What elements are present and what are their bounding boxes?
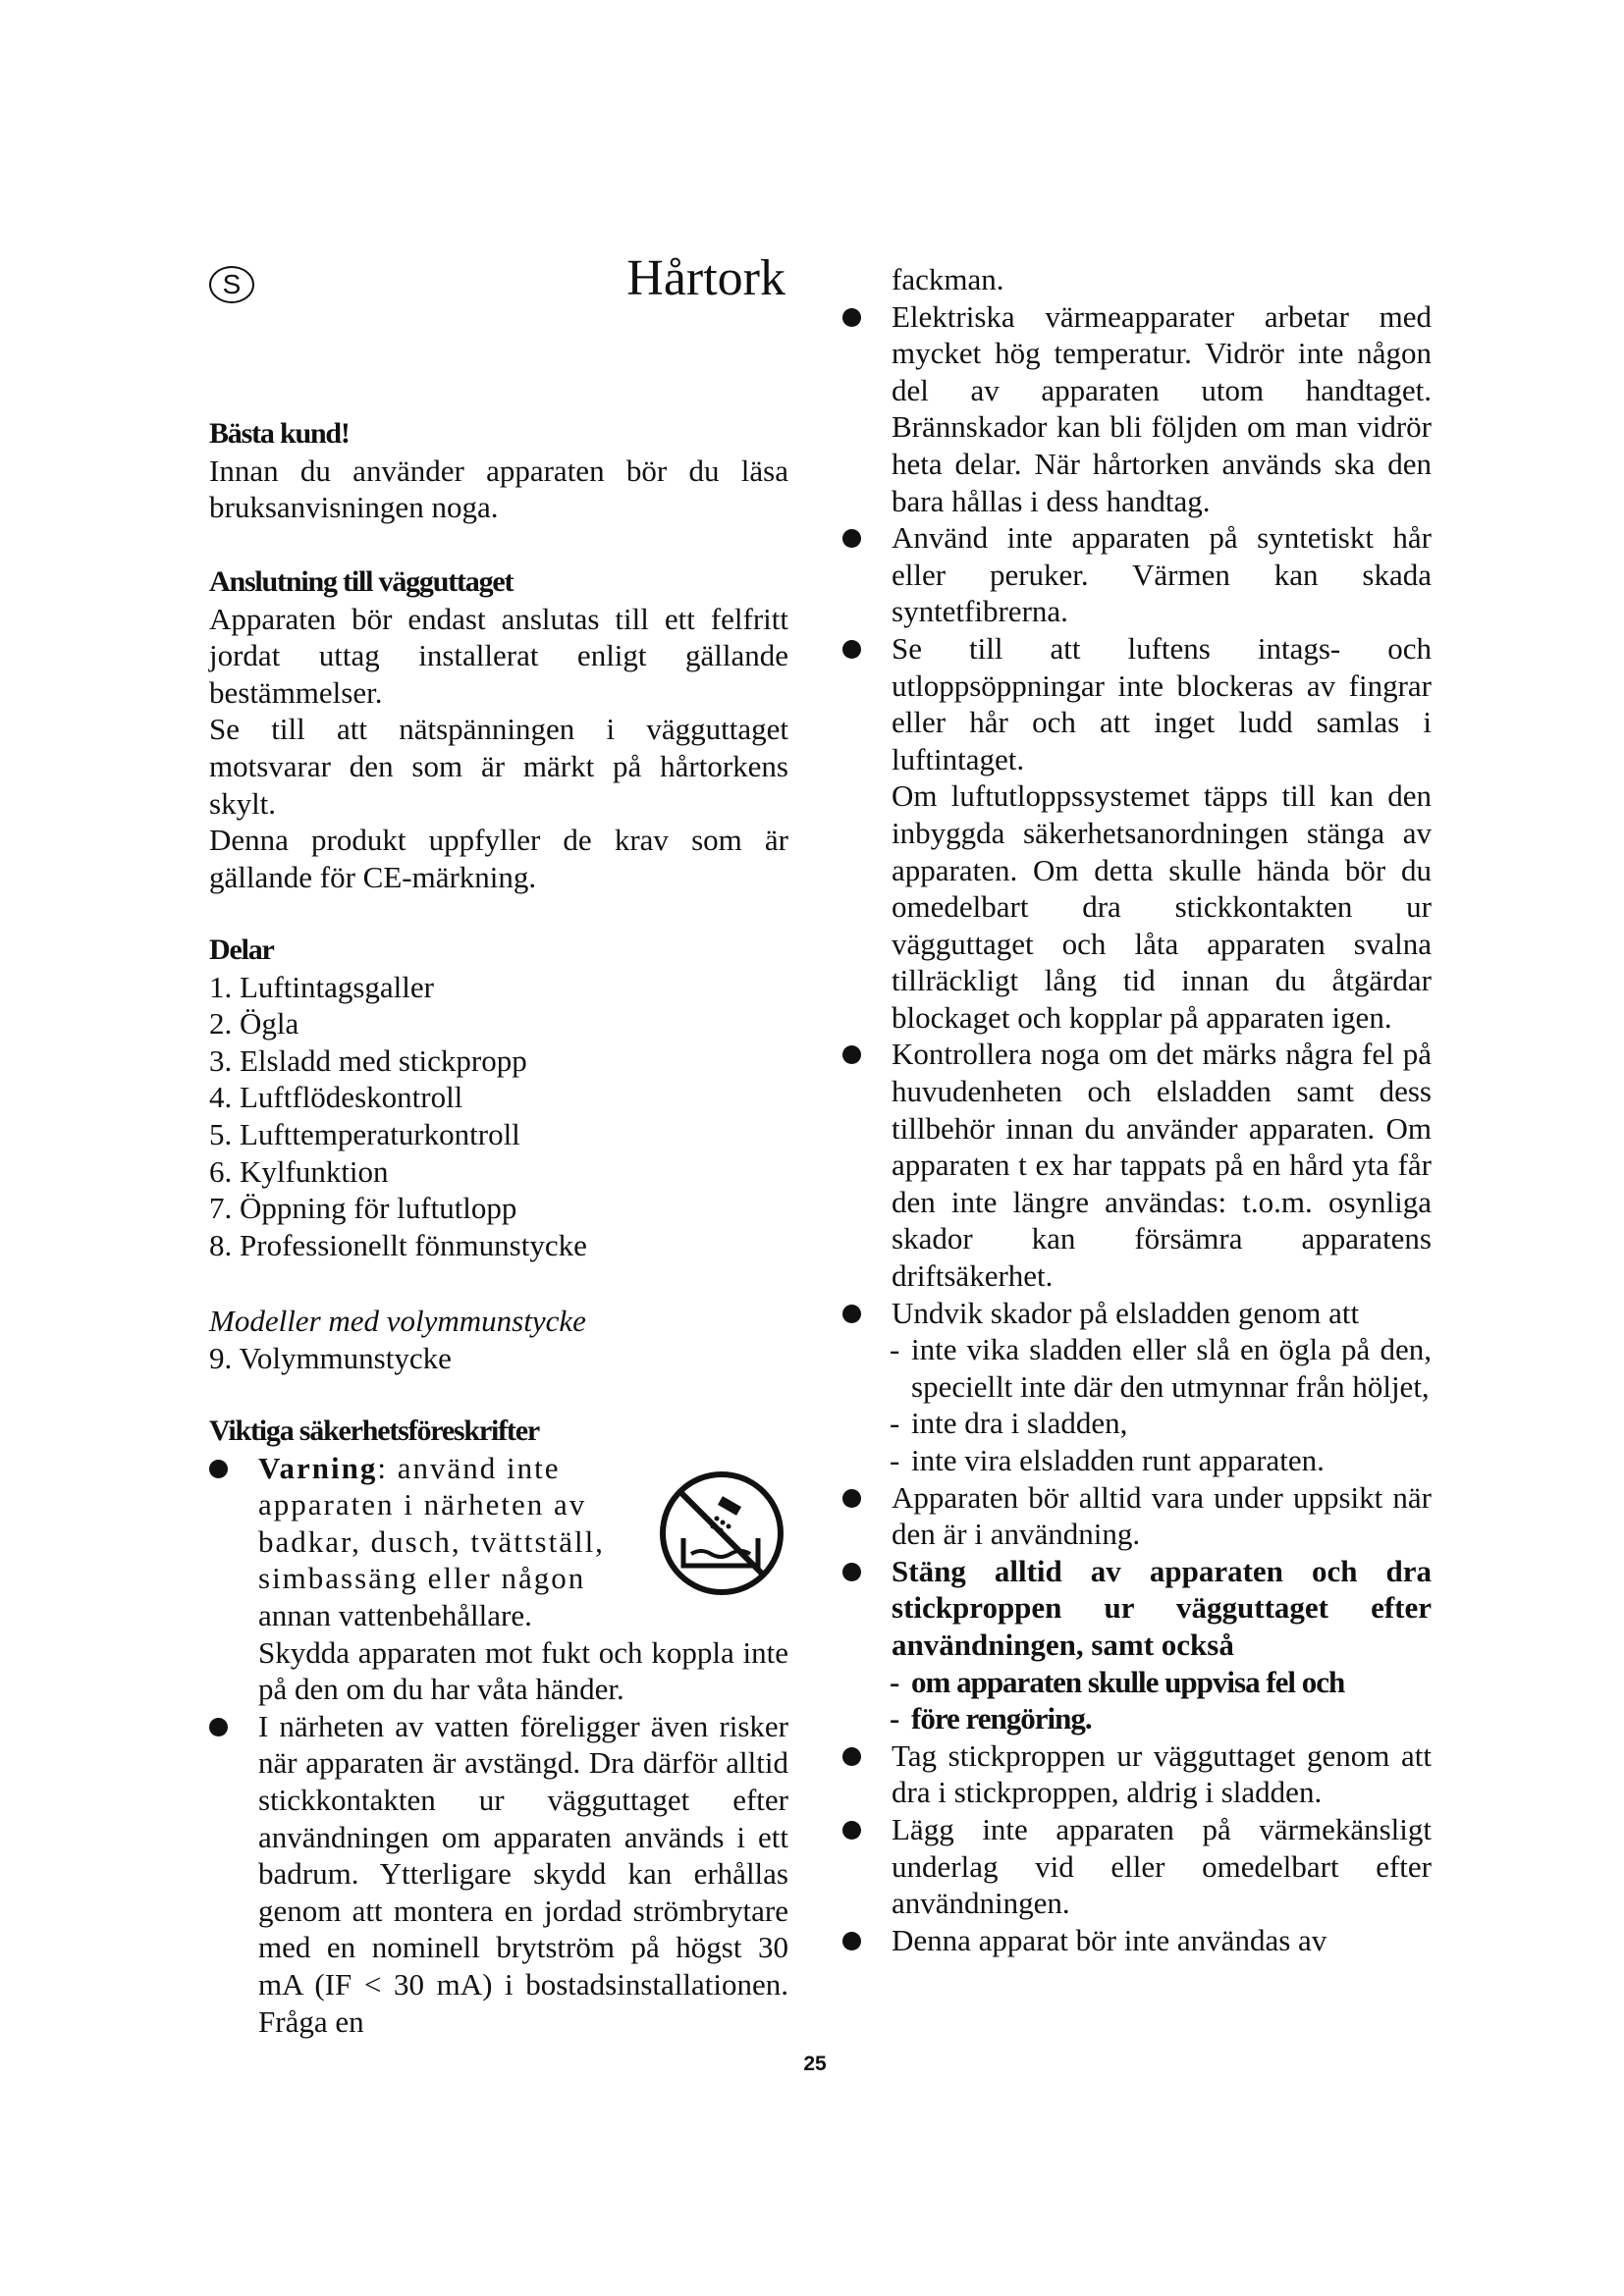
- parts-item: 5. Lufttemperaturkontroll: [209, 1116, 520, 1151]
- plug-pull-bullet: [842, 1737, 1432, 1811]
- bullet-dot: [842, 1489, 861, 1508]
- unplug-text: Stäng alltid av apparaten och dra stickproppen ur vägguttaget efter användningen, samt också: [892, 1553, 1432, 1662]
- warning-line: badkar, dusch, tvättställ,: [258, 1523, 605, 1559]
- water-risk-text: I närheten av vatten föreligger även risker när apparaten är avstängd. Dra därför alltid stickkontakten ur vägguttaget efter användningen om apparaten används i ett badrum. Ytterligare skydd kan erhållas genom att montera en jordad strömbrytare med en nominell brytström på högst 30 mA (IF < 30 mA) i bostadsinstallationen. Fråga en: [258, 1708, 788, 2039]
- synthetic-hair-bullet: [842, 519, 1432, 630]
- warning-line: simbassäng eller någon: [258, 1561, 586, 1596]
- supervision-bullet: [842, 1479, 1432, 1553]
- warning-line: apparaten i närheten av: [258, 1487, 587, 1522]
- inspection-text: Kontrollera noga om det märks några fel på huvudenheten och elsladden samt dess tillbehör innan du använder apparaten. Om apparaten t ex har tappats på en hård yta får den inte längre användas: t.o.m. osynliga skador kan försämra apparatens driftsäkerhet.: [892, 1037, 1432, 1294]
- last-bullet: [842, 1922, 1432, 1959]
- parts-heading: Delar: [209, 934, 274, 966]
- models-heading: Modeller med volymmunstycke: [209, 1304, 586, 1338]
- parts-item: 7. Öppning för luftutlopp: [209, 1191, 517, 1226]
- language-badge: S: [209, 266, 254, 303]
- warning-moisture-text: Skydda apparaten mot fukt och koppla inte på den om du har våta händer.: [258, 1634, 788, 1707]
- safety-heading: Viktiga säkerhetsföreskrifter: [209, 1415, 539, 1447]
- continuation-text: fackman.: [892, 262, 1004, 296]
- connection-heading: Anslutning till vägguttaget: [209, 565, 514, 598]
- connection-paragraph-3: Denna produkt uppfyller de krav som är gällande för CE-märkning.: [209, 823, 788, 894]
- no-water-warning-icon: [656, 1468, 787, 1599]
- dash-mark: -: [890, 1701, 900, 1736]
- plug-pull-text: Tag stickproppen ur vägguttaget genom att dra i stickproppen, aldrig i sladden.: [892, 1737, 1432, 1810]
- heat-surface-bullet: [842, 1811, 1432, 1922]
- greeting-text: Innan du använder apparaten bör du läsa bruksanvisningen noga.: [209, 453, 788, 525]
- right-column: [842, 261, 1432, 1958]
- unplug-dash-text: före rengöring.: [911, 1701, 1092, 1736]
- airflow-bullet: [842, 630, 1432, 1037]
- parts-item: 6. Kylfunktion: [209, 1153, 389, 1189]
- heat-bullet: [842, 298, 1432, 520]
- unplug-dash-text: om apparaten skulle uppvisa fel och: [911, 1664, 1345, 1699]
- cord-dash-text: inte dra i sladden,: [911, 1406, 1128, 1441]
- cord-dash-text: inte vira elsladden runt apparaten.: [911, 1443, 1325, 1477]
- parts-section: [209, 932, 788, 1263]
- parts-item: 3. Elsladd med stickpropp: [209, 1042, 527, 1078]
- dash-mark: -: [890, 1443, 900, 1477]
- cord-bullet: [842, 1295, 1432, 1332]
- cord-dash-item: [842, 1405, 1432, 1442]
- heat-surface-text: Lägg inte apparaten på värmekänsligt underlag vid eller omedelbart efter användningen.: [892, 1811, 1432, 1921]
- water-risk-bullet: [209, 1708, 788, 2040]
- warning-text: : använd inte: [377, 1450, 561, 1485]
- connection-paragraph-1: Apparaten bör endast anslutas till ett felfritt jordat uttag installerat enligt gällande bestämmelser.: [209, 601, 788, 710]
- bullet-dot: [842, 1932, 861, 1950]
- page-number: 25: [803, 2053, 827, 2075]
- warning-line: annan vattenbehållare.: [258, 1597, 532, 1632]
- dash-mark: -: [890, 1406, 900, 1441]
- parts-item: 1. Luftintagsgaller: [209, 969, 434, 1004]
- blockage-text: Om luftutloppssystemet täpps till kan den inbyggda säkerhetsanordningen stänga av apparaten. Om detta skulle hända bör du omedelbart dra stickkontakten ur vägguttaget och låta apparaten svalna tillräckligt lång tid innan du åtgärdar blockaget och kopplar på apparaten igen.: [892, 778, 1432, 1035]
- warning-line: [258, 1450, 651, 1487]
- bullet-dot: [842, 529, 861, 548]
- unplug-dash-item: [842, 1664, 1432, 1701]
- dash-mark: -: [890, 1664, 900, 1699]
- parts-item: 2. Ögla: [209, 1006, 299, 1041]
- airflow-text: Se till att luftens intags- och utloppsöppningar inte blockeras av fingrar eller hår och att inget ludd samlas i luftintaget.: [892, 630, 1432, 776]
- last-bullet-text: Denna apparat bör inte användas av: [892, 1922, 1327, 1957]
- bullet-dot: [209, 1460, 228, 1478]
- bullet-dot: [842, 640, 861, 659]
- models-section: [209, 1303, 788, 1376]
- page-title: Hårtork: [626, 250, 785, 306]
- dash-mark: -: [890, 1332, 900, 1367]
- bullet-dot: [842, 308, 861, 327]
- inspection-bullet: [842, 1036, 1432, 1294]
- heat-text: Elektriska värmeapparater arbetar med mycket hög temperatur. Vidrör inte någon del av apparaten utom handtaget. Brännskador kan bli följden om man vidrör heta delar. När hårtorken används ska den bara hållas i dess handtag.: [892, 298, 1432, 518]
- cord-dash-item: [842, 1331, 1432, 1405]
- bullet-dot: [842, 1821, 861, 1840]
- bullet-dot: [842, 1747, 861, 1766]
- cord-dash-text: inte vika sladden eller slå en ögla på den, speciellt inte där den utmynnar från höljet,: [911, 1332, 1432, 1404]
- models-item: 9. Volymmunstycke: [209, 1340, 452, 1375]
- bullet-dot: [842, 1045, 861, 1064]
- parts-item: 4. Luftflödeskontroll: [209, 1080, 463, 1115]
- bullet-dot: [842, 1305, 861, 1323]
- unplug-dash-item: [842, 1700, 1432, 1737]
- synthetic-hair-text: Använd inte apparaten på syntetiskt hår eller peruker. Värmen kan skada syntetfibrerna.: [892, 520, 1432, 629]
- connection-section: [209, 563, 788, 895]
- cord-text: Undvik skador på elsladden genom att: [892, 1295, 1360, 1330]
- unplug-bullet: [842, 1553, 1432, 1664]
- bullet-dot: [842, 1563, 861, 1581]
- greeting-heading: Bästa kund!: [209, 417, 350, 450]
- greeting-section: [209, 415, 788, 526]
- parts-item: 8. Professionellt fönmunstycke: [209, 1227, 587, 1262]
- warning-label: Varning: [258, 1450, 378, 1485]
- bullet-dot: [209, 1718, 228, 1736]
- connection-paragraph-2: Se till att nätspänningen i vägguttaget motsvarar den som är märkt på hårtorkens skylt.: [209, 712, 788, 821]
- cord-dash-item: [842, 1442, 1432, 1479]
- supervision-text: Apparaten bör alltid vara under uppsikt när den är i användning.: [892, 1479, 1432, 1552]
